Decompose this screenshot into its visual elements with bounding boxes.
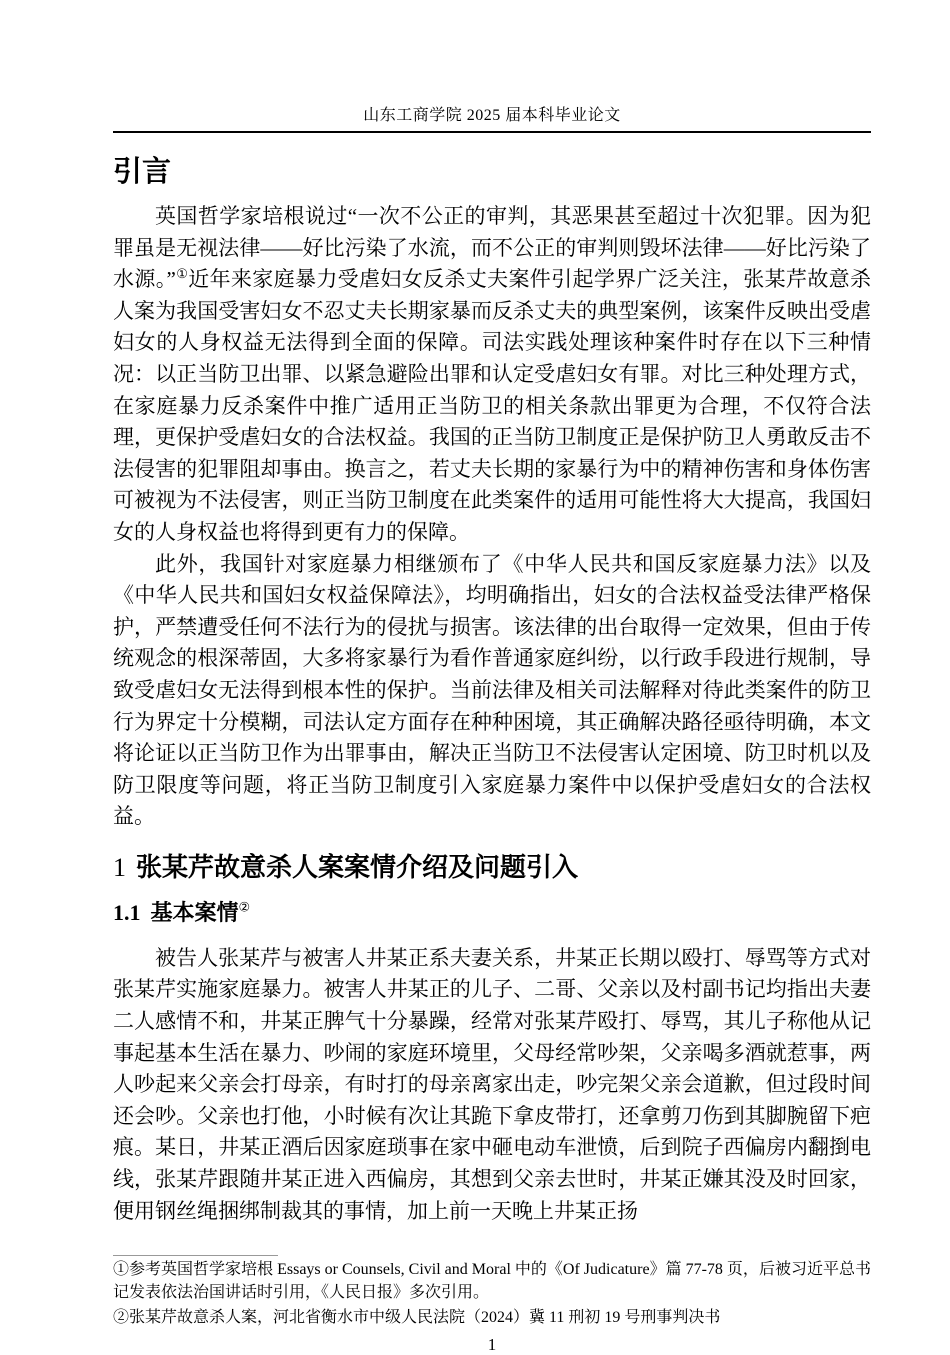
footnote-ref-2: ② [238,899,251,915]
footnote-1 [113,1259,871,1304]
intro-paragraph-2: 此外，我国针对家庭暴力相继颁布了《中华人民共和国反家庭暴力法》以及《中华人民共和国妇女权益保障法》，均明确指出，妇女的合法权益受法律严格保护，严禁遭受任何不法行为的侵扰与损害。该法律的出台取得一定效果，但由于传统观念的根深蒂固，大多将家暴行为看作普通家庭纠纷，以行政手段进行规制，导致受虐妇女无法得到根本性的保护。当前法律及相关司法解释对待此类案件的防卫行为界定十分模糊，司法认定方面存在种种困境，其正确解决路径亟待明确，本文将论证以正当防卫作为出罪事由，解决正当防卫不法侵害认定困境、防卫时机以及防卫限度等问题，将正当防卫制度引入家庭暴力案件中以保护受虐妇女的合法权益。 [113,551,871,829]
footnote-block [113,1255,871,1330]
footnote-2 [113,1307,871,1330]
footnote-separator-rule [113,1255,278,1256]
header-rule [113,131,871,133]
section-1-heading [113,850,871,885]
case-facts-paragraph: 被告人张某芹与被害人井某正系夫妻关系，井某正长期以殴打、辱骂等方式对张某芹实施家庭暴力。被害人井某正的儿子、二哥、父亲以及村副书记均指出夫妻二人感情不和，井某正脾气十分暴躁，经常对张某芹殴打、辱骂，其儿子称他从记事起基本生活在暴力、吵闹的家庭环境里，父母经常吵架，父亲喝多酒就惹事，两人吵起来父亲会打母亲，有时打的母亲离家出走，吵完架父亲会道歉，但过段时间还会吵。父亲也打他，小时候有次让其跪下拿皮带打，还拿剪刀伤到其脚腕留下疤痕。某日，井某正酒后因家庭琐事在家中砸电动车泄愤，后到院子西偏房内翻捯电线，张某芹跟随井某正进入西偏房，其想到父亲去世时，井某正嫌其没及时回家，便用钢丝绳捆绑制裁其的事情，加上前一天晚上井某正扬 [113,945,871,1223]
intro-paragraph-1 [113,201,871,549]
section-1-number: 1 [113,852,126,882]
footnote-1-text: 参考英国哲学家培根 Essays or Counsels, Civil and Moral 中的《Of Judicature》篇 77-78 页，后被习近平总书记发表依法治国讲话时引用，《人民日报》多次引用。 [113,1261,871,1301]
section-1-1-title: 基本案情 [150,899,239,925]
footnote-2-marker: ② [113,1309,130,1327]
page-number: 1 [487,1334,497,1354]
section-1-1-heading [113,899,871,927]
introduction-title: 引言 [113,156,172,188]
footnote-1-marker: ① [113,1261,130,1279]
section-1-1-number: 1.1 [113,899,141,925]
section-1-title: 张某芹故意杀人案案情介绍及问题引入 [136,851,579,882]
footnote-2-text: 张某芹故意杀人案，河北省衡水市中级人民法院（2024）冀 11 刑初 19 号刑事判决书 [129,1309,721,1327]
running-head: 山东工商学院 2025 届本科毕业论文 [363,107,621,124]
intro-paragraph-1-text: 英国哲学家培根说过“一次不公正的审判，其恶果甚至超过十次犯罪。因为犯罪虽是无视法律——好比污染了水流，而不公正的审判则毁坏法律——好比污染了水源。” [113,204,871,292]
footnote-ref-1: ① [175,266,189,282]
intro-paragraph-1-continued: 近年来家庭暴力受虐妇女反杀丈夫案件引起学界广泛关注，张某芹故意杀人案为我国受害妇女不忍丈夫长期家暴而反杀丈夫的典型案例，该案件反映出受虐妇女的人身权益无法得到全面的保障。司法实践处理该种案件时存在以下三种情况：以正当防卫出罪、以紧急避险出罪和认定受虐妇女有罪。对比三种处理方式，在家庭暴力反杀案件中推广适用正当防卫的相关条款出罪更为合理，不仅符合法理，更保护受虐妇女的合法权益。我国的正当防卫制度正是保护防卫人勇敢反击不法侵害的犯罪阻却事由。换言之，若丈夫长期的家暴行为中的精神伤害和身体伤害可被视为不法侵害，则正当防卫制度在此类案件的适用可能性将大大提高，我国妇女的人身权益也将得到更有力的保障。 [113,267,872,544]
